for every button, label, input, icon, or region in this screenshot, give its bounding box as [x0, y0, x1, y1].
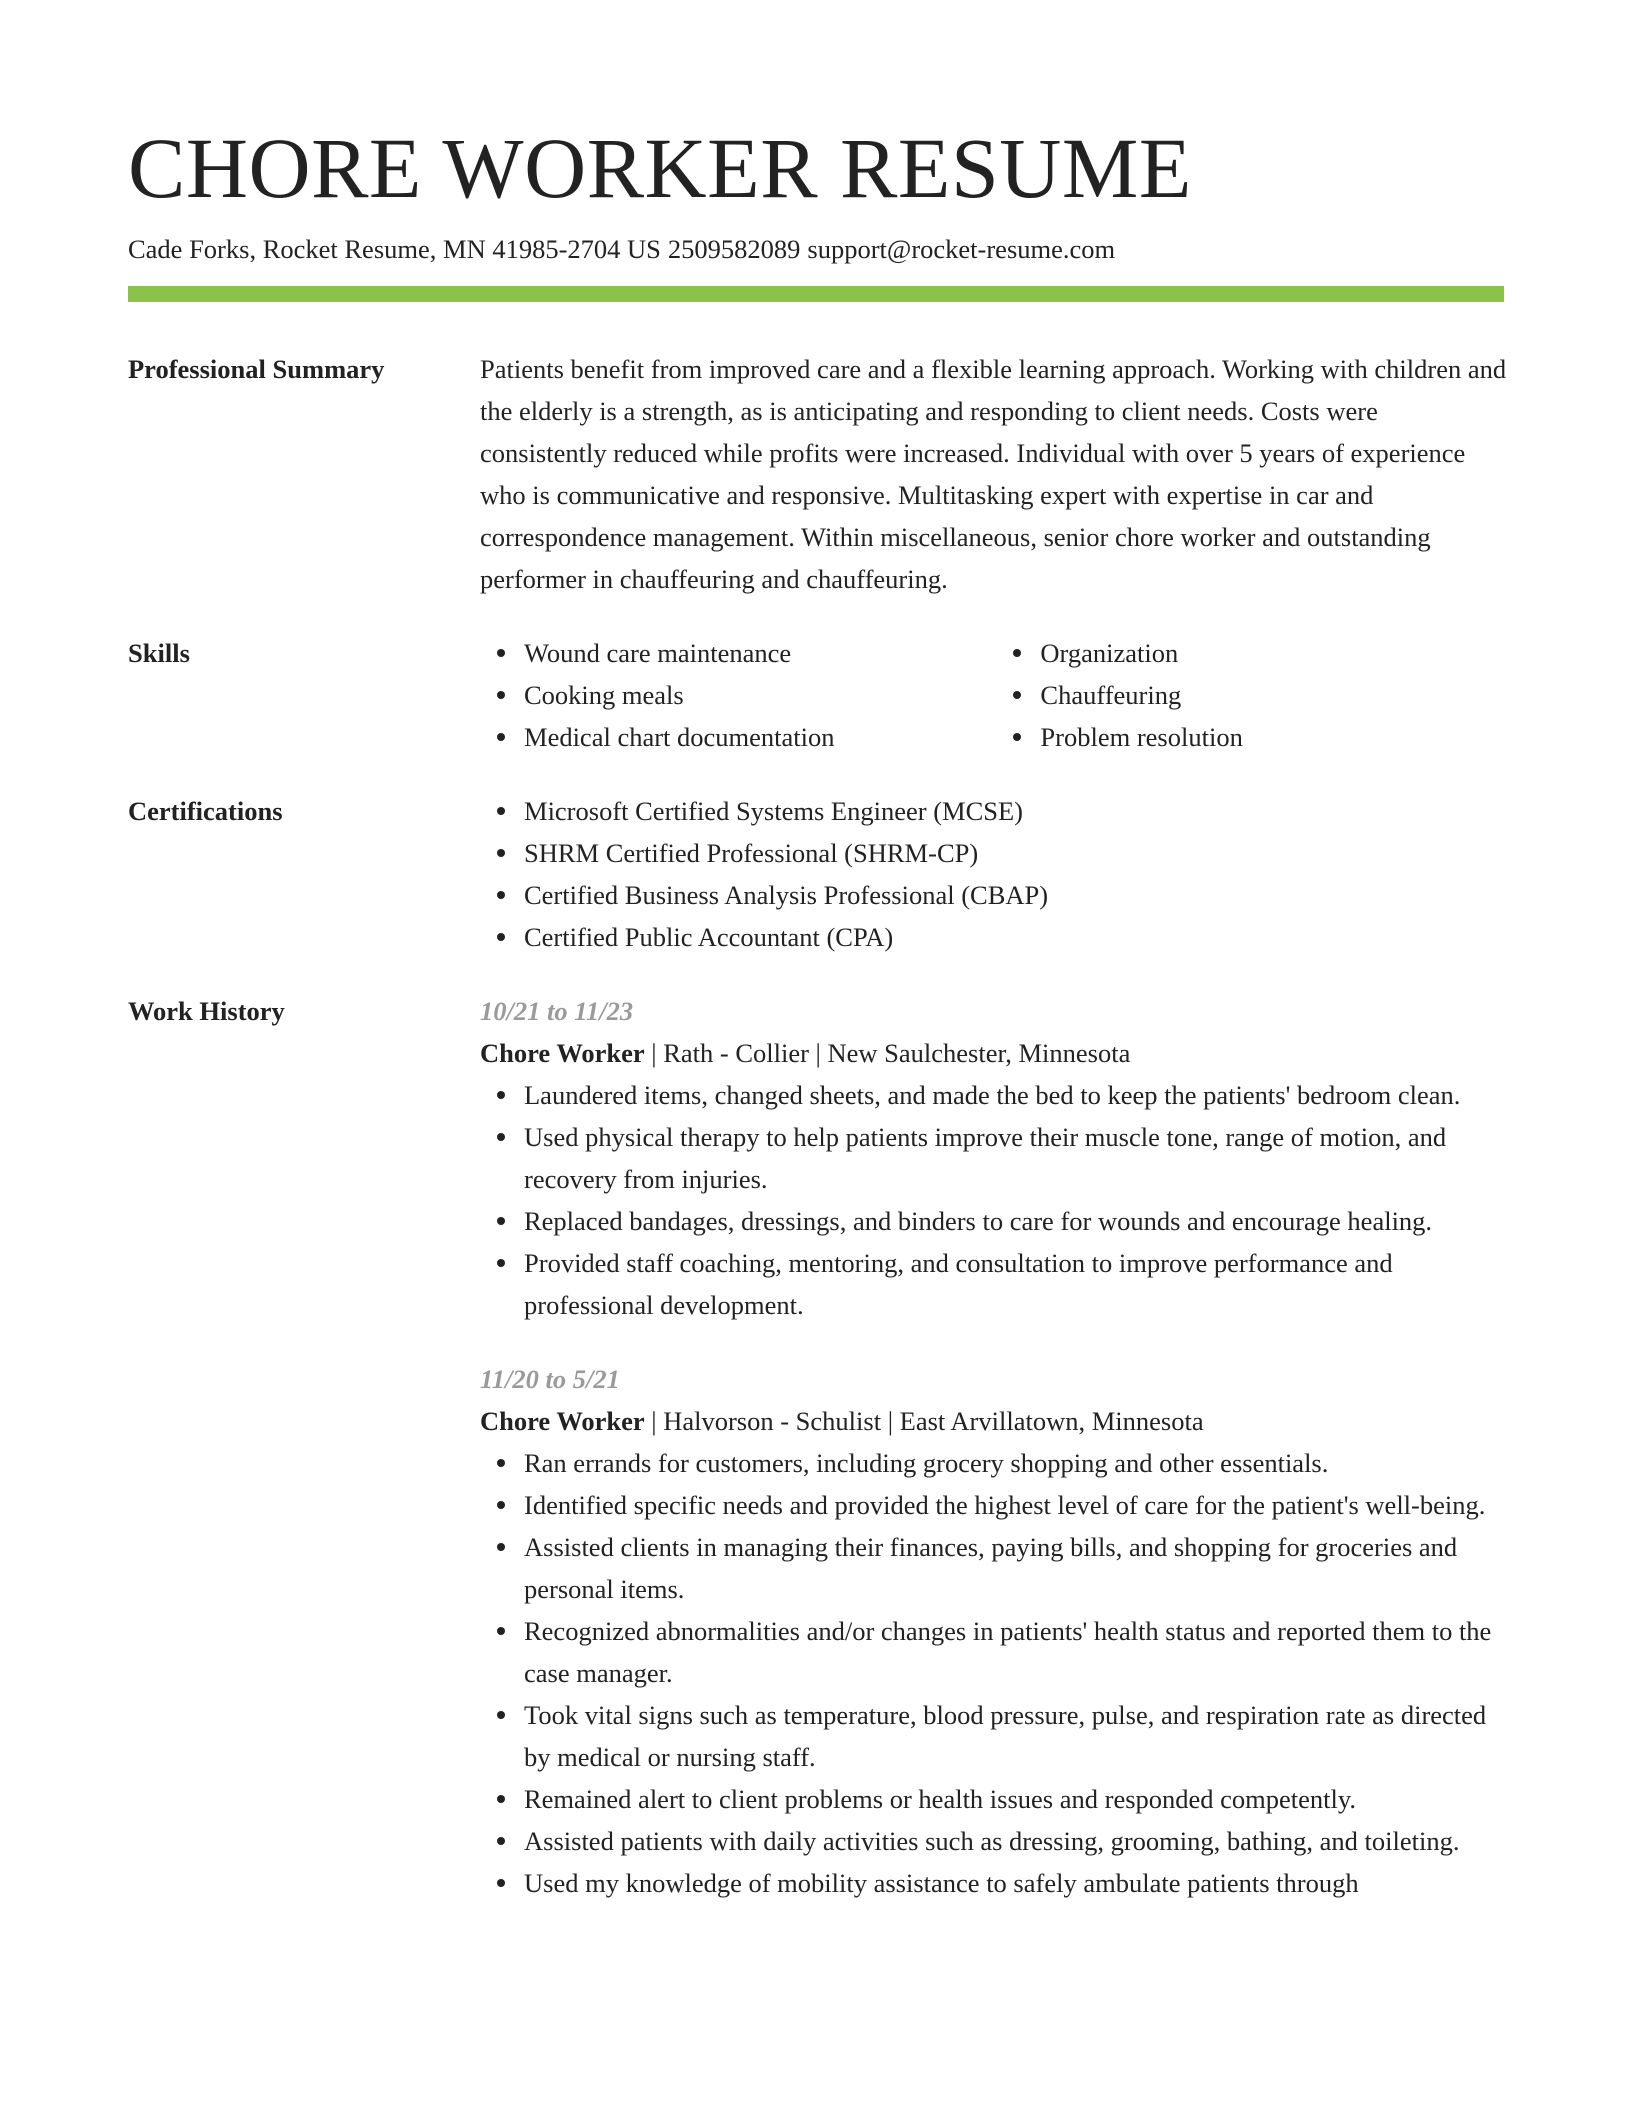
- skill-item: Wound care maintenance: [524, 632, 996, 674]
- skills-grid: [480, 632, 1510, 758]
- certification-item: Certified Public Accountant (CPA): [524, 916, 1510, 958]
- job-bullet: Remained alert to client problems or health issues and responded competently.: [524, 1778, 1510, 1820]
- job-bullet: Used my knowledge of mobility assistance to safely ambulate patients through: [524, 1862, 1510, 1904]
- contact-email: support@rocket-resume.com: [807, 234, 1116, 264]
- certifications-list: [480, 790, 1510, 958]
- skills-list-right: [996, 632, 1510, 758]
- job-entry: [480, 1358, 1510, 1904]
- certification-item: Certified Business Analysis Professional (CBAP): [524, 874, 1510, 916]
- job-bullet: Identified specific needs and provided the highest level of care for the patient's well-being.: [524, 1484, 1510, 1526]
- job-bullet-list: [480, 1074, 1510, 1326]
- skill-item: Organization: [1040, 632, 1510, 674]
- job-bullet: Took vital signs such as temperature, blood pressure, pulse, and respiration rate as directed by medical or nursing staff.: [524, 1694, 1510, 1778]
- job-employer-location: | Rath - Collier | New Saulchester, Minnesota: [644, 1038, 1131, 1068]
- job-bullet: Replaced bandages, dressings, and binders to care for wounds and encourage healing.: [524, 1200, 1510, 1242]
- job-bullet: Assisted clients in managing their finances, paying bills, and shopping for groceries and personal items.: [524, 1526, 1510, 1610]
- job-bullet: Recognized abnormalities and/or changes in patients' health status and reported them to the case manager.: [524, 1610, 1510, 1694]
- header-accent-rule: [128, 286, 1504, 302]
- job-bullet-list: [480, 1442, 1510, 1904]
- contact-address: Cade Forks, Rocket Resume, MN 41985-2704 US: [128, 234, 661, 264]
- job-entry: [480, 990, 1510, 1326]
- job-title-line: [480, 1400, 1510, 1442]
- skills-list-left: [480, 632, 996, 758]
- skill-item: Medical chart documentation: [524, 716, 996, 758]
- summary-heading: Professional Summary: [128, 354, 385, 384]
- job-title: Chore Worker: [480, 1038, 645, 1068]
- skill-item: Cooking meals: [524, 674, 996, 716]
- certification-item: Microsoft Certified Systems Engineer (MCSE): [524, 790, 1510, 832]
- summary-text: Patients benefit from improved care and a flexible learning approach. Working with children and the elderly is a strength, as is anticipating and responding to client needs. Costs were consistently reduced while profits were increased. Individual with over 5 years of experience who is communicative and responsive. Multitasking expert with expertise in car and correspondence management. Within miscellaneous, senior chore worker and outstanding performer in chauffeuring and chauffeuring.: [480, 354, 1507, 594]
- job-bullet: Ran errands for customers, including grocery shopping and other essentials.: [524, 1442, 1510, 1484]
- summary-content: [480, 348, 1510, 600]
- job-title: Chore Worker: [480, 1406, 645, 1436]
- contact-phone: 2509582089: [667, 234, 801, 264]
- contact-line: [128, 230, 1115, 268]
- job-title-line: [480, 1032, 1510, 1074]
- certifications-content: [480, 790, 1510, 958]
- work-history-heading: Work History: [128, 996, 285, 1026]
- work-history-content: [480, 990, 1510, 1904]
- certification-item: SHRM Certified Professional (SHRM-CP): [524, 832, 1510, 874]
- job-employer-location: | Halvorson - Schulist | East Arvillatown, Minnesota: [644, 1406, 1204, 1436]
- certifications-heading: Certifications: [128, 796, 283, 826]
- job-bullet: Assisted patients with daily activities such as dressing, grooming, bathing, and toileting.: [524, 1820, 1510, 1862]
- skill-item: Problem resolution: [1040, 716, 1510, 758]
- skills-content: [480, 632, 1510, 758]
- job-dates: 10/21 to 11/23: [480, 996, 634, 1026]
- job-dates: 11/20 to 5/21: [480, 1364, 620, 1394]
- resume-title: CHORE WORKER RESUME: [128, 120, 1192, 216]
- job-bullet: Used physical therapy to help patients improve their muscle tone, range of motion, and recovery from injuries.: [524, 1116, 1510, 1200]
- skill-item: Chauffeuring: [1040, 674, 1510, 716]
- skills-heading: Skills: [128, 638, 190, 668]
- job-bullet: Provided staff coaching, mentoring, and consultation to improve performance and professional development.: [524, 1242, 1510, 1326]
- job-bullet: Laundered items, changed sheets, and made the bed to keep the patients' bedroom clean.: [524, 1074, 1510, 1116]
